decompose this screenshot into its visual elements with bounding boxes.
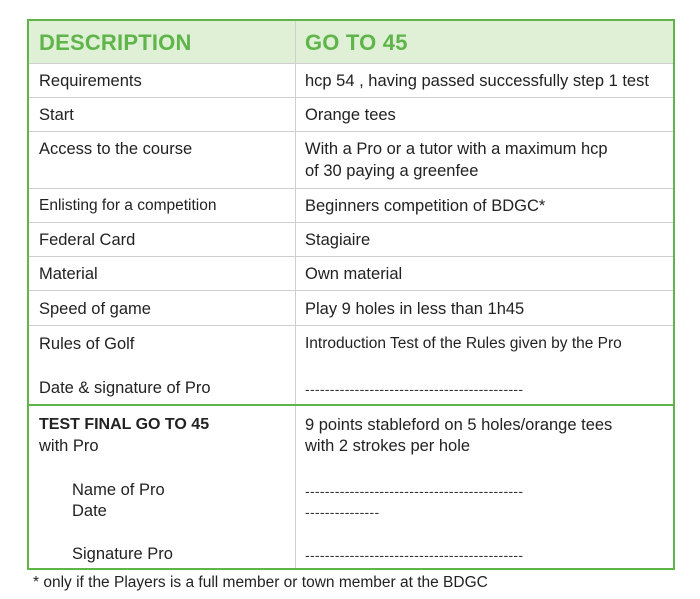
row-label: Enlisting for a competition bbox=[39, 197, 217, 214]
table-row bbox=[29, 223, 673, 257]
header-go-to-45: GO TO 45 bbox=[305, 30, 408, 55]
row-value: Introduction Test of the Rules given by the Pro bbox=[305, 335, 622, 352]
final-test-value-line2: with 2 strokes per hole bbox=[305, 437, 471, 455]
row-label: Material bbox=[39, 265, 98, 283]
table-row bbox=[29, 291, 673, 326]
row-value: hcp 54 , having passed successfully step 1 test bbox=[305, 72, 649, 90]
date-label: Date bbox=[72, 502, 107, 520]
table-row bbox=[29, 98, 673, 132]
table-row bbox=[29, 64, 673, 98]
table-row bbox=[29, 326, 673, 404]
signature-pro-label: Signature Pro bbox=[72, 545, 173, 563]
header-description: DESCRIPTION bbox=[39, 30, 192, 55]
row-label: Requirements bbox=[39, 72, 142, 90]
row-label: Rules of Golf bbox=[39, 335, 135, 353]
table-header bbox=[29, 21, 673, 64]
signature-pro-line: -------------------------------------------- bbox=[305, 547, 524, 563]
row-label: Federal Card bbox=[39, 231, 136, 249]
row-label: Access to the course bbox=[39, 140, 193, 158]
date-line: --------------- bbox=[305, 504, 380, 520]
row-value-line2: of 30 paying a greenfee bbox=[305, 162, 479, 180]
table-row bbox=[29, 189, 673, 223]
row-value: Beginners competition of BDGC* bbox=[305, 197, 546, 215]
date-signature-label: Date & signature of Pro bbox=[39, 379, 211, 397]
final-test-value-line1: 9 points stableford on 5 holes/orange tees bbox=[305, 416, 613, 434]
final-test-title: TEST FINAL GO TO 45 bbox=[39, 416, 210, 433]
footnote: * only if the Players is a full member or town member at the BDGC bbox=[33, 574, 488, 591]
name-of-pro-label: Name of Pro bbox=[72, 481, 165, 499]
row-value-line1: With a Pro or a tutor with a maximum hcp bbox=[305, 140, 608, 158]
table-row bbox=[29, 257, 673, 291]
row-label: Start bbox=[39, 106, 74, 124]
date-signature-line: -------------------------------------------- bbox=[305, 381, 524, 397]
table-row bbox=[29, 132, 673, 189]
row-value: Own material bbox=[305, 265, 403, 283]
row-value: Orange tees bbox=[305, 106, 396, 124]
requirements-table bbox=[27, 19, 675, 570]
final-test-subtitle: with Pro bbox=[39, 437, 99, 455]
final-test-section bbox=[29, 406, 673, 568]
name-of-pro-line: -------------------------------------------- bbox=[305, 483, 524, 499]
row-label: Speed of game bbox=[39, 300, 151, 318]
row-value: Play 9 holes in less than 1h45 bbox=[305, 300, 525, 318]
row-value: Stagiaire bbox=[305, 231, 371, 249]
